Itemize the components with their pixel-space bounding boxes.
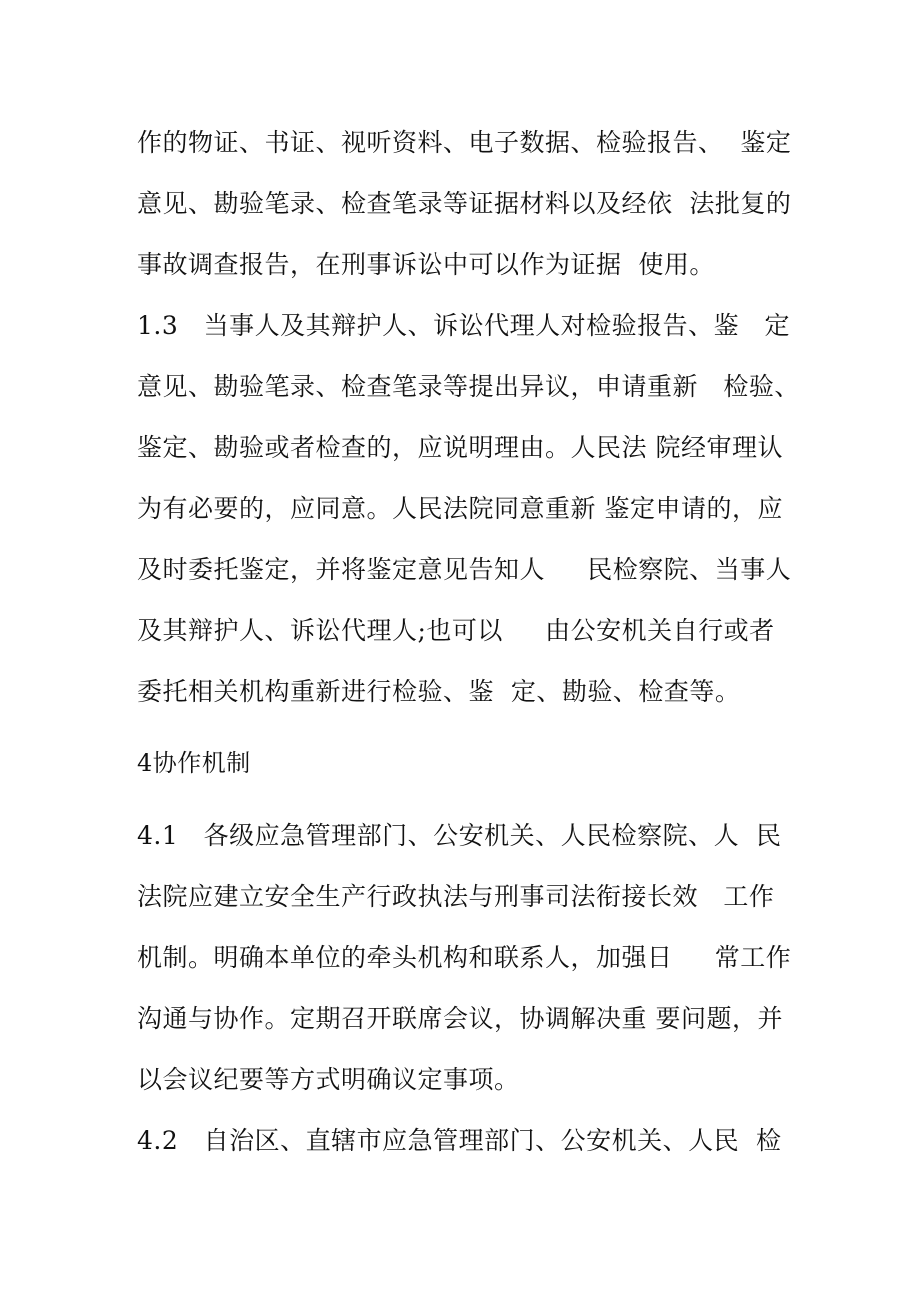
- text-line: 事故调查报告，在刑事诉讼中可以作为证据 使用。: [137, 250, 715, 279]
- text-line: 委托相关机构重新进行检验、鉴 定、勘验、检查等。: [137, 677, 741, 706]
- text-line: 鉴定、勘验或者检查的，应说明理由。人民法 院经审理认: [137, 433, 783, 462]
- text-line: 沟通与协作。定期召开联席会议，协调解决重 要问题，并: [137, 1004, 783, 1033]
- text-line: 及其辩护人、诉讼代理人;也可以 由公安机关自行或者: [137, 616, 775, 645]
- text-line: 机制。明确本单位的牵头机构和联系人，加强日 常工作: [137, 943, 792, 972]
- text-line: 作的物证、书证、视听资料、电子数据、检验报告、 鉴定: [137, 128, 792, 157]
- text-line: 及时委托鉴定，并将鉴定意见告知人 民检察院、当事人: [137, 555, 792, 584]
- text-line: 意见、勘验笔录、检查笔录等证据材料以及经依 法批复的: [137, 189, 792, 218]
- text-line: 4.2 自治区、直辖市应急管理部门、公安机关、人民 检: [137, 1126, 782, 1155]
- text-line: 4.1 各级应急管理部门、公安机关、人民检察院、人 民: [137, 821, 782, 850]
- text-line: 法院应建立安全生产行政执法与刑事司法衔接长效 工作: [137, 882, 775, 911]
- section-heading: 4协作机制: [137, 749, 251, 777]
- text-line: 意见、勘验笔录、检查笔录等提出异议，申请重新 检验、: [137, 372, 800, 401]
- text-line: 为有必要的，应同意。人民法院同意重新 鉴定申请的，应: [137, 494, 783, 523]
- text-line: 1.3 当事人及其辩护人、诉讼代理人对检验报告、鉴 定: [137, 311, 790, 340]
- text-line: 以会议纪要等方式明确议定事项。: [137, 1065, 520, 1094]
